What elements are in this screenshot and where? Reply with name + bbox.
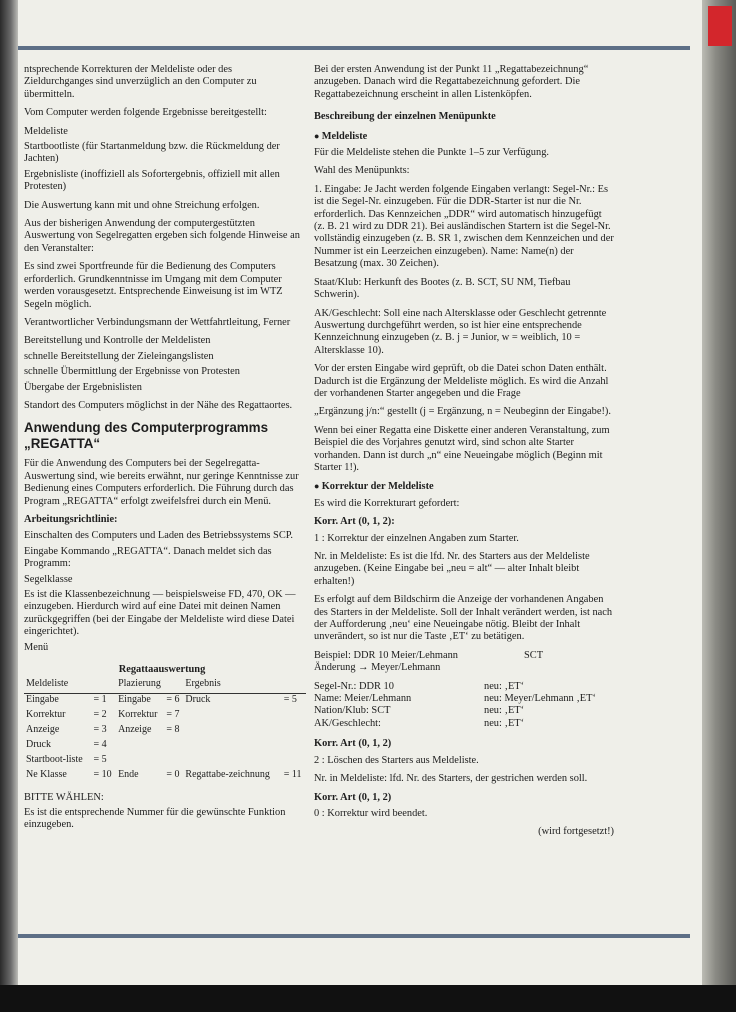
list-item: schnelle Übermittlung der Ergebnisse von Protesten [24, 366, 240, 378]
subheading: Korr. Art (0, 1, 2): [314, 516, 395, 528]
example-line: SCT [524, 649, 544, 661]
correction-table [314, 681, 614, 731]
paragraph: Es wird die Korrekturart gefordert: [314, 497, 460, 509]
subheading: Arbeitungsrichtlinie: [24, 513, 118, 525]
table-row [24, 724, 306, 739]
table-row [24, 709, 306, 724]
table-row [24, 754, 306, 769]
list-item: Übergabe der Ergebnislisten [24, 381, 142, 393]
menu-cell: = 1 [93, 694, 107, 706]
top-rule [18, 46, 690, 50]
example-table [314, 650, 614, 662]
field-value: neu: ‚ET‘ [484, 680, 525, 692]
menu-cell: = 8 [166, 724, 180, 736]
menu-title: Regattaauswertung [118, 664, 206, 676]
field-value: neu: ‚ET‘ [484, 705, 525, 717]
field-label: AK/Geschlecht: [314, 717, 381, 729]
section-heading: Anwendung des Computerprogramms „REGATTA“ [24, 420, 269, 452]
step: Segelklasse [24, 573, 73, 585]
paragraph: Vom Computer werden folgende Ergebnisse bereitgestellt: [24, 107, 267, 119]
paragraph: Nr. in Meldeliste: Es ist die lfd. Nr. des Starters aus der Meldeliste anzugeben. (Keine Eingabe bei „neu = alt“ — alter Inhalt bleibt erhalten!) [314, 551, 590, 587]
paragraph: Es sind zwei Sportfreunde für die Bedienung des Computers erforderlich. Grundkenntnisse im Umgang mit dem Computer werden vorausgesetzt. Entsprechende Einweisung ist im WTZ Segeln möglich. [24, 261, 283, 310]
right-column [314, 64, 614, 845]
paragraph: Staat/Klub: Herkunft des Bootes (z. B. SCT, SU NM, Tiefbau Schwerin). [314, 276, 571, 301]
menu-cell: Korrektur [26, 709, 66, 721]
paragraph: 0 : Korrektur wird beendet. [314, 807, 428, 819]
field-value: neu: ‚ET‘ [484, 717, 525, 729]
prompt-text: BITTE WÄHLEN: [24, 792, 104, 804]
list-item: schnelle Bereitstellung der Zieleingangslisten [24, 350, 214, 362]
red-tab-marker [708, 6, 732, 46]
paragraph: ntsprechende Korrekturen der Meldeliste oder des Zieldurchganges sind unverzüglich an den Computer zu übermitteln. [24, 64, 257, 100]
menu-cell: Korrektur [118, 709, 158, 721]
menu-header: Plazierung [118, 678, 161, 690]
menu-header: Meldeliste [26, 678, 69, 690]
menu-cell: Anzeige [26, 724, 60, 736]
left-column [24, 64, 300, 838]
paragraph: Aus der bisherigen Anwendung der computergestützten Auswertung von Segelregatten ergeben sich folgende Hinweise an den Veranstalter: [24, 218, 300, 254]
list-item: Startbootliste (für Startanmeldung bzw. die Rückmeldung der Jachten) [24, 141, 280, 165]
example-line: Änderung → Meyer/Lehmann [314, 662, 441, 674]
step: Menü [24, 641, 49, 653]
field-label: Nation/Klub: SCT [314, 705, 391, 717]
menu-cell: = 11 [283, 769, 302, 781]
paragraph: Standort des Computers möglichst in der Nähe des Regattaortes. [24, 399, 293, 411]
table-row [314, 705, 614, 717]
menu-cell: Druck [26, 739, 51, 751]
menu-cell: Druck [185, 694, 211, 706]
menu-cell: Regattabe-zeichnung [185, 769, 270, 781]
menu-cell: = 0 [166, 769, 180, 781]
paragraph: 2 : Löschen des Starters aus Meldeliste. [314, 754, 479, 766]
bullet-heading: ● Meldeliste [314, 130, 614, 143]
menu-cell: Anzeige [118, 724, 152, 736]
menu-cell: Ende [118, 769, 139, 781]
paragraph: Die Auswertung kann mit und ohne Streichung erfolgen. [24, 199, 260, 211]
menu-table [24, 678, 306, 784]
list-item: Ergebnisliste (inoffiziell als Sofortergebnis, offiziell mit allen Protesten) [24, 168, 280, 193]
paragraph: Vor der ersten Eingabe wird geprüft, ob die Datei schon Daten enthält. Dadurch ist die Ergänzung der Meldeliste möglich. Es wird die Anzahl der vorhandenen Starter angegeben und die Frage [314, 363, 609, 399]
table-row [314, 693, 614, 705]
paragraph: Wenn bei einer Regatta eine Diskette einer anderen Veranstaltung, zum Beispiel die des Vorjahres genutzt wird, sind schon alte Starter vorhanden. Dann ist durch „n“ eine Neueingabe möglich (Beginn mit Starter 1!). [314, 424, 610, 473]
menu-cell: = 7 [166, 709, 180, 721]
step: Eingabe Kommando „REGATTA“. Danach meldet sich das Programm: [24, 545, 272, 570]
subheading: Korr. Art (0, 1, 2) [314, 791, 392, 803]
menu-cell: = 6 [166, 694, 180, 706]
list-item: Bereitstellung und Kontrolle der Meldelisten [24, 335, 211, 347]
page-edge [702, 0, 736, 985]
paragraph: Verantwortlicher Verbindungsmann der Wettfahrtleitung, Ferner [24, 316, 291, 328]
menu-cell: = 10 [93, 769, 112, 781]
continued-note: (wird fortgesetzt!) [538, 826, 614, 838]
menu-cell: Startboot-liste [26, 754, 83, 766]
menu-cell: = 4 [93, 739, 107, 751]
paragraph: 1. Eingabe: Je Jacht werden folgende Eingaben verlangt: Segel-Nr.: Es ist die Segel-Nr. einzugeben. Für die DDR-Starter ist nur die Nr. erforderlich. Das Kennzeichen „DDR“ wird automatisch hinzugefügt (z. B. 21 wird zu DDR 21). Bei ausländischen Startern ist die Segel-Nr. vollständig einzugeben (z. B. SR 1, zwischen dem Kennzeichen und der Nummer ist ein Leerzeichen einzugeben). Name: Name(n) der Besatzung (max. 30 Zeichen). [314, 183, 614, 270]
field-label: Segel-Nr.: DDR 10 [314, 680, 394, 692]
step: Einschalten des Computers und Laden des Betriebssystems SCP. [24, 530, 293, 542]
table-row [24, 769, 306, 784]
menu-cell: Ne Klasse [26, 769, 67, 781]
table-row [24, 694, 306, 710]
paragraph: Für die Meldeliste stehen die Punkte 1–5 zur Verfügung. [314, 147, 549, 159]
step: Es ist die Klassenbezeichnung — beispielsweise FD, 470, OK — einzugeben. Hierdurch wird auf eine Datei mit deinen Namen zurückgegriffen (bei der Eingabe der Meldeliste wird diese Datei eingerichtet). [24, 589, 296, 638]
menu-header: Ergebnis [185, 678, 221, 690]
menu-cell: = 2 [93, 709, 107, 721]
subheading: Korr. Art (0, 1, 2) [314, 738, 392, 750]
menu-cell: = 5 [93, 754, 107, 766]
paragraph: Nr. in Meldeliste: lfd. Nr. des Starters, der gestrichen werden soll. [314, 773, 588, 785]
menu-cell: = 3 [93, 724, 107, 736]
table-row [314, 681, 614, 693]
paragraph: Es erfolgt auf dem Bildschirm die Anzeige der vorhandenen Angaben des Starters in der Meldeliste. Soll der Inhalt verändert werden, ist nach der Aufforderung ‚neu‘ eine Neueingabe nötig. Bleibt der Inhalt unverändert, so ist nur die Taste ‚ET‘ zu betätigen. [314, 594, 613, 643]
paragraph: Es ist die entsprechende Nummer für die gewünschte Funktion einzugeben. [24, 806, 286, 831]
paragraph: Bei der ersten Anwendung ist der Punkt 11 „Regattabezeichnung“ anzugeben. Danach wird die Regattabezeichnung gefordert. Die Regattabezeichnung erscheint in allen Listenköpfen. [314, 64, 589, 100]
list-item: Meldeliste [24, 125, 68, 137]
paragraph: AK/Geschlecht: Soll eine nach Altersklasse oder Geschlecht getrennte Auswertung durchgeführt werden, so ist hier eine entsprechende Kennzeichnung einzugeben (z. B. j = Junior, w = weiblich, 10 = Altersklasse 10). [314, 307, 607, 356]
book-spine [0, 0, 18, 985]
example-line: Beispiel: DDR 10 Meier/Lehmann [314, 649, 458, 661]
paragraph: Für die Anwendung des Computers bei der Segelregatta-Auswertung sind, wie bereits erwähnt, nur geringe Kenntnisse zur Bedienung eines Computers erforderlich. Die Führung durch das Program „REGATTA“ erfolgt zweifelsfrei durch ein Menü. [24, 458, 299, 507]
bottom-rule [18, 934, 690, 938]
menu-cell: = 5 [283, 694, 297, 706]
menu-cell: Eingabe [118, 694, 151, 706]
bullet-heading: ● Korrektur der Meldeliste [314, 480, 614, 493]
subheading: Beschreibung der einzelnen Menüpunkte [314, 111, 496, 123]
field-value: neu: Meyer/Lehmann ‚ET‘ [484, 693, 596, 705]
paragraph: 1 : Korrektur der einzelnen Angaben zum Starter. [314, 532, 519, 544]
table-row [314, 718, 614, 730]
paragraph: „Ergänzung j/n:“ gestellt (j = Ergänzung, n = Neubeginn der Eingabe!). [314, 406, 611, 418]
field-label: Name: Meier/Lehmann [314, 693, 412, 705]
table-row [24, 739, 306, 754]
paragraph: Wahl des Menüpunkts: [314, 165, 410, 177]
menu-cell: Eingabe [26, 694, 59, 706]
